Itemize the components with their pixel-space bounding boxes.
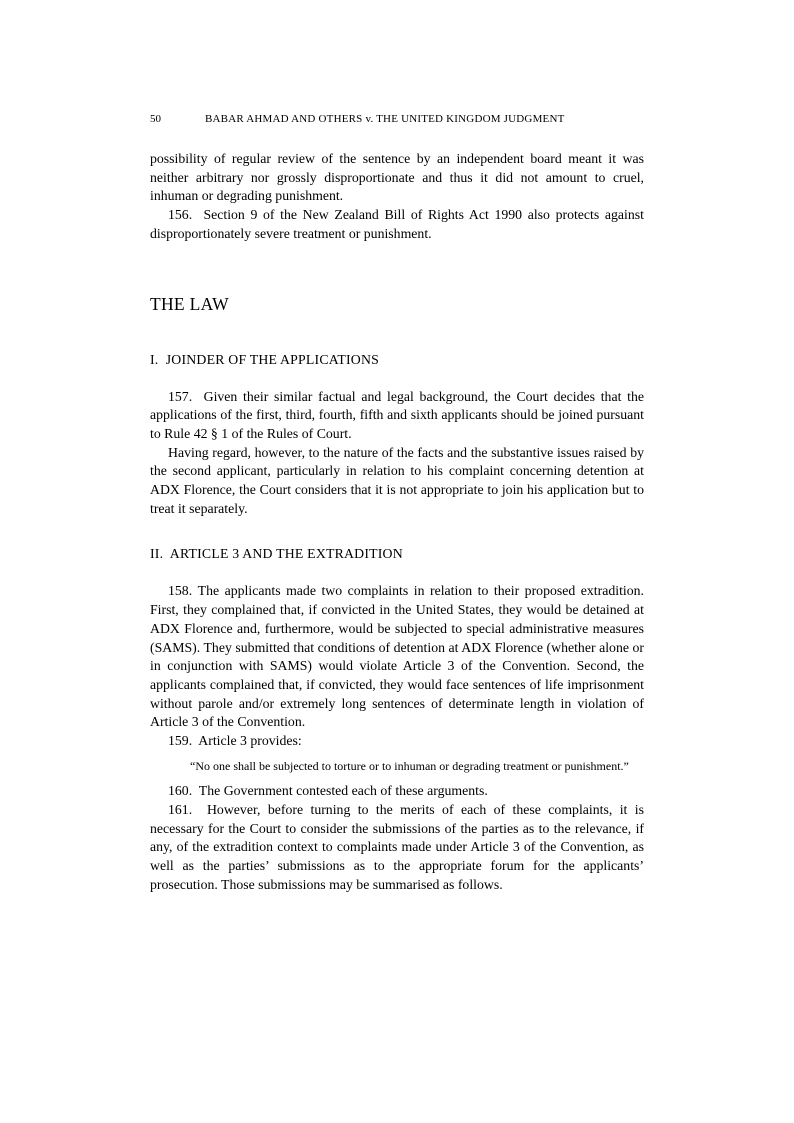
- page-number: 50: [150, 113, 161, 125]
- paragraph-158: 158. The applicants made two complaints in relation to their proposed extradition. First, they complained that, if convicted in the United States, they would be detained at ADX Florence and, furthermore, would be subjected to special administrative measures (SAMS). They submitted that conditions of detention at ADX Florence (whether alone or in conjunction with SAMS) would violate Article 3 of the Convention. Second, the applicants complained that, if convicted, they would face sentences of life imprisonment without parole and/or extremely long sentences of determinate length in violation of Article 3 of the Convention.: [150, 583, 644, 730]
- paragraph-160: 160. The Government contested each of these arguments.: [168, 783, 488, 799]
- paragraph-continuation: possibility of regular review of the sentence by an independent board meant it was neither arbitrary nor grossly disproportionate and thus it did not amount to cruel, inhuman or degrading punishment.: [150, 151, 644, 204]
- document-body: [150, 150, 644, 894]
- paragraph-157-continuation: Having regard, however, to the nature of the facts and the substantive issues raised by the second applicant, particularly in relation to his complaint concerning detention at ADX Florence, the Court considers that it is not appropriate to join his application but to treat it separately.: [150, 444, 644, 516]
- running-title: BABAR AHMAD AND OTHERS v. THE UNITED KINGDOM JUDGMENT: [205, 113, 565, 125]
- section-heading-article3: II. ARTICLE 3 AND THE EXTRADITION: [150, 546, 403, 562]
- article3-quote: “No one shall be subjected to torture or to inhuman or degrading treatment or punishment.”: [190, 758, 629, 773]
- page-header: [150, 113, 644, 126]
- paragraph-161: 161. However, before turning to the merits of each of these complaints, it is necessary for the Court to consider the submissions of the parties as to the relevance, if any, of the extradition context to complaints made under Article 3 of the Convention, as well as the parties’ submissions as to the appropriate forum for the applicants’ prosecution. Those submissions may be summarised as follows.: [150, 801, 644, 892]
- paragraph-157: 157. Given their similar factual and legal background, the Court decides that the applications of the first, third, fourth, fifth and sixth applicants should be joined pursuant to Rule 42 § 1 of the Rules of Court.: [150, 388, 644, 441]
- section-heading-joinder: I. JOINDER OF THE APPLICATIONS: [150, 351, 380, 367]
- paragraph-159: 159. Article 3 provides:: [168, 733, 302, 749]
- paragraph-156: 156. Section 9 of the New Zealand Bill of Rights Act 1990 also protects against disproportionately severe treatment or punishment.: [150, 207, 644, 241]
- the-law-heading: THE LAW: [150, 293, 229, 314]
